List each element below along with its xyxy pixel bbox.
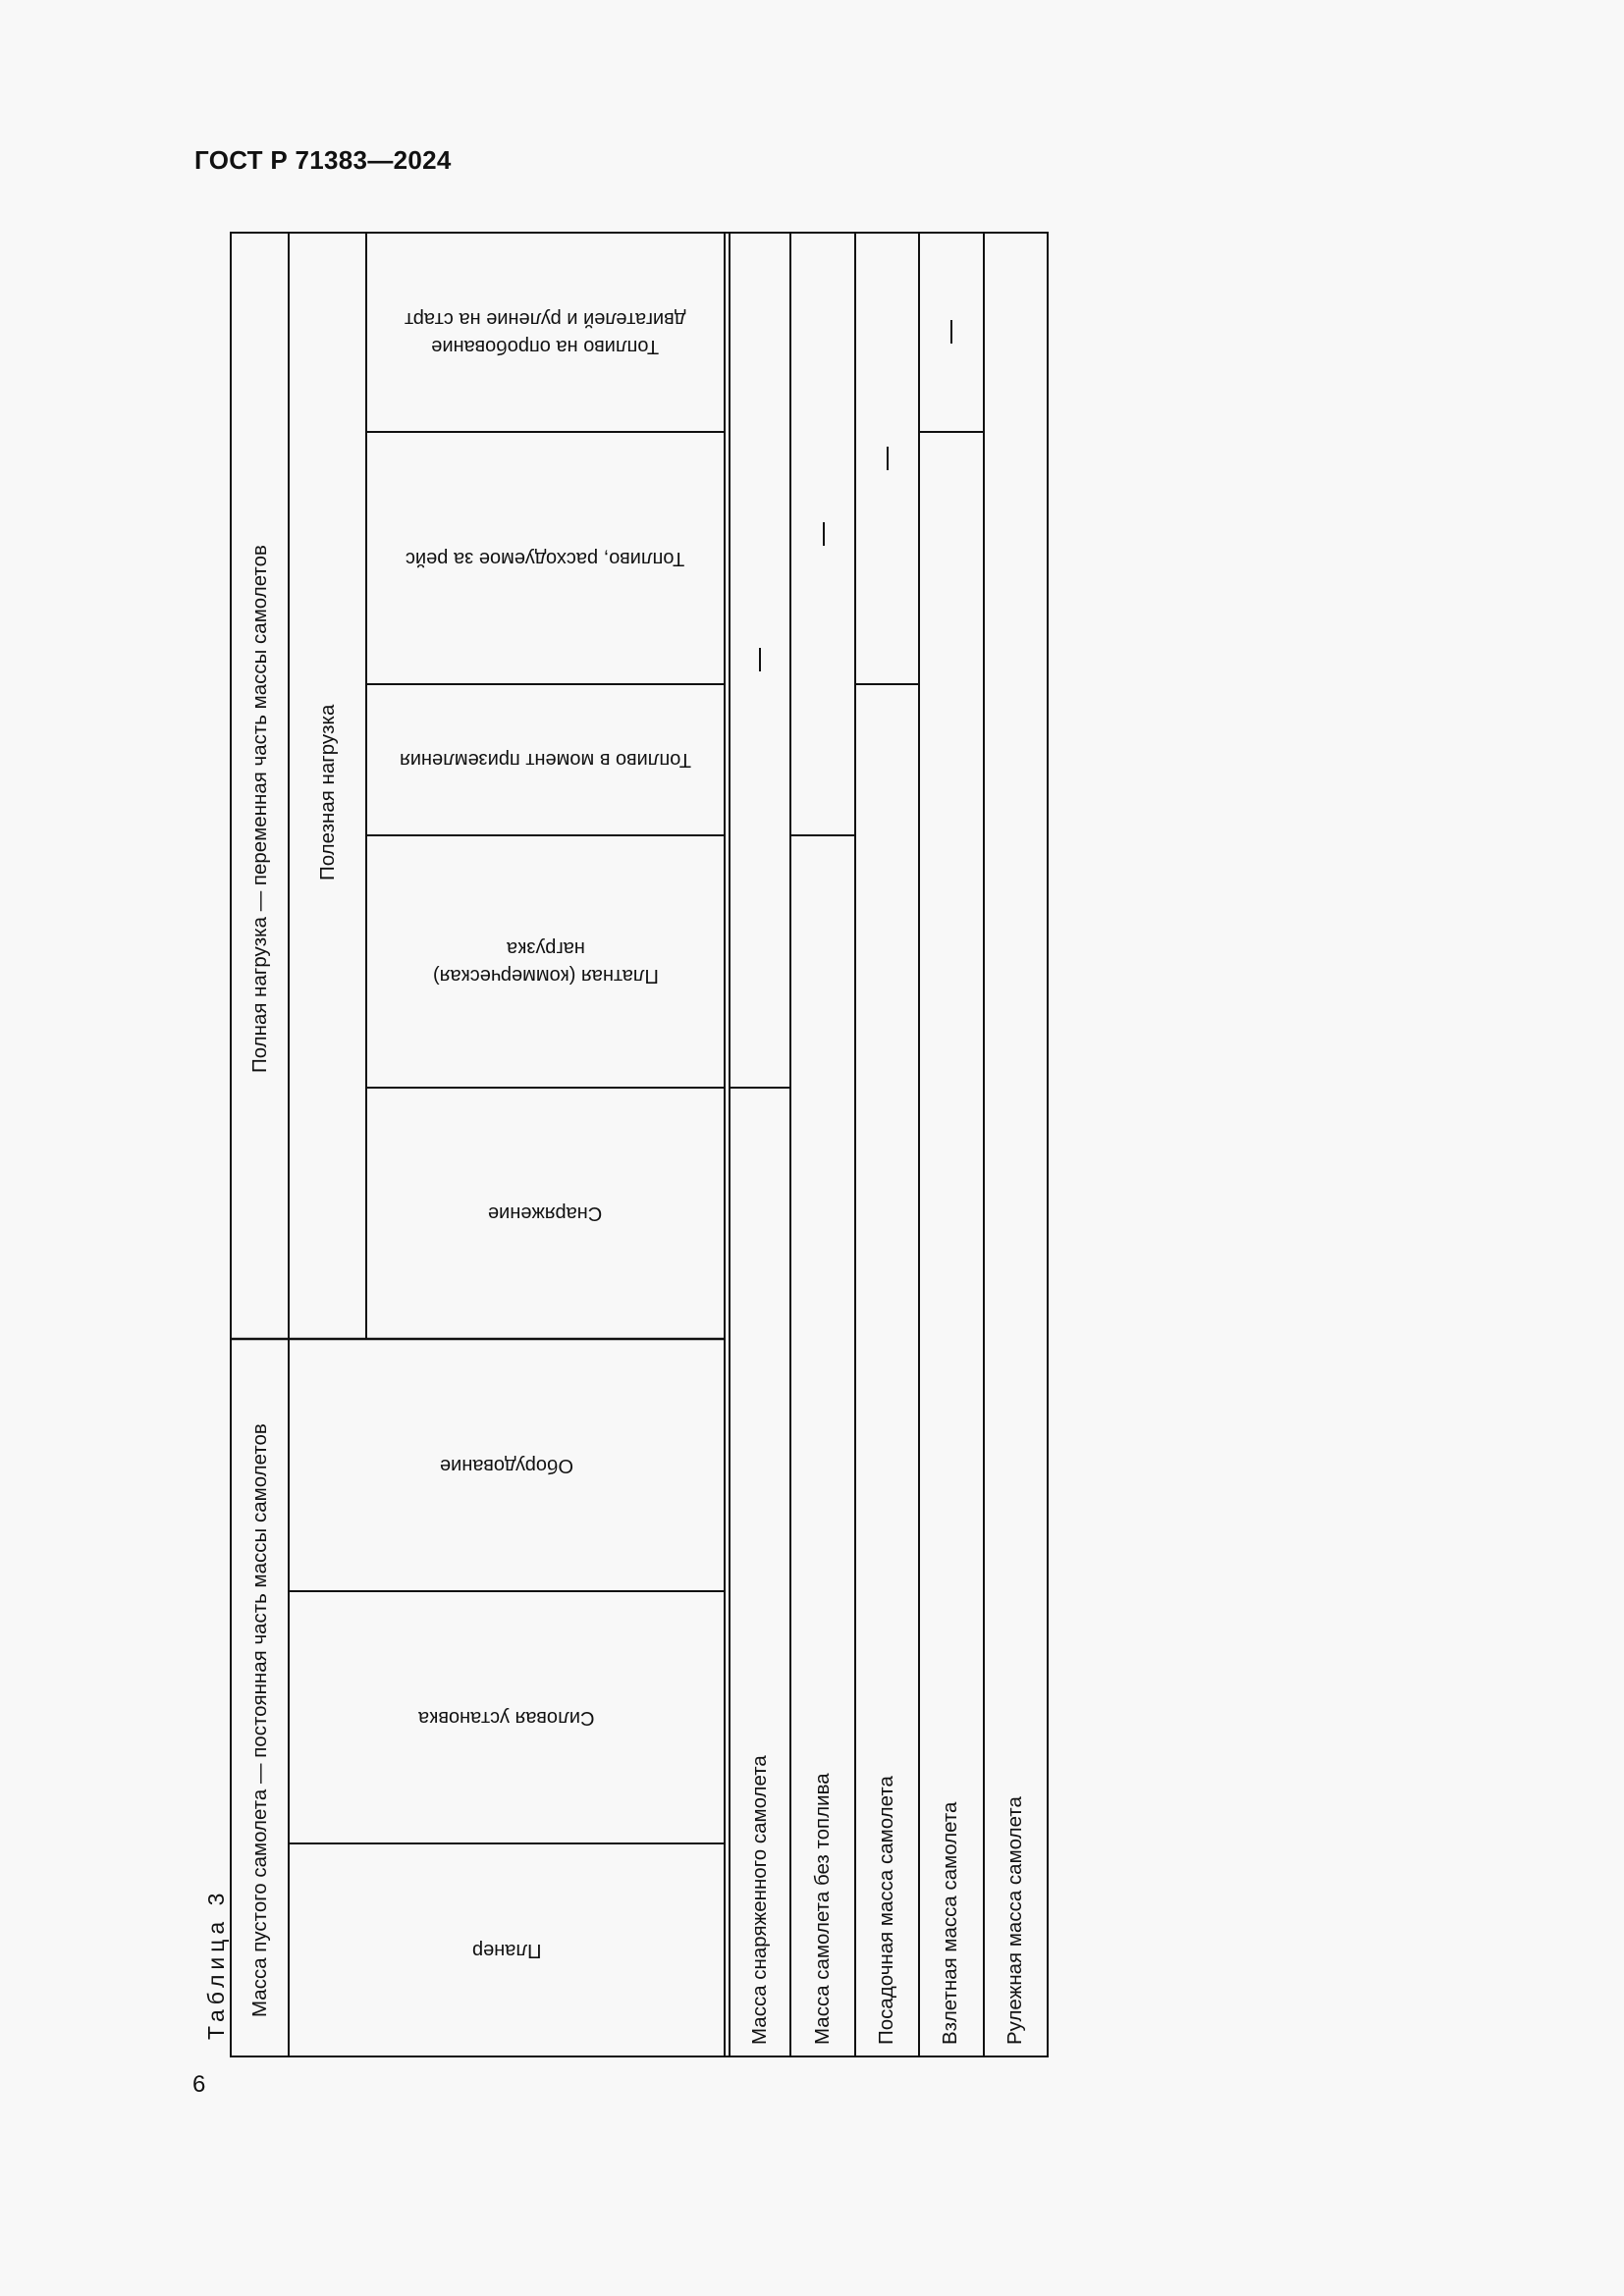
component-fuel-landing-label: Топливо в момент приземления <box>399 749 691 771</box>
component-payload-line1: Платная (коммерческая) <box>432 964 659 987</box>
component-powerplant <box>289 1591 725 1843</box>
component-airframe <box>289 1843 725 2056</box>
component-powerplant-label: Силовая установка <box>418 1706 595 1729</box>
component-fuel-trip <box>366 432 725 684</box>
component-fuel-taxi <box>366 233 725 432</box>
component-payload <box>366 835 725 1088</box>
component-fuel-taxi-label <box>405 305 685 360</box>
component-payload-label <box>433 934 659 989</box>
mass-row-outfitted-dash <box>759 648 761 671</box>
mass-row-takeoff-label: Взлетная масса самолета <box>939 1801 961 2045</box>
component-fuel-taxi-line2: двигателей и руление на старт <box>405 307 686 330</box>
mass-row-takeoff-dash <box>950 320 952 344</box>
component-outfit-label: Снаряжение <box>488 1202 603 1224</box>
mass-row-outfitted-label: Масса снаряженного самолета <box>748 1755 771 2045</box>
table-caption: Таблица 3 <box>203 1888 229 2040</box>
full-load-group-label: Полная нагрузка — переменная часть массы самолетов <box>248 545 271 1073</box>
component-payload-line2: нагрузка <box>506 936 585 959</box>
page-number: 6 <box>192 2071 206 2098</box>
mass-row-zero-fuel-label: Масса самолета без топлива <box>811 1773 834 2045</box>
component-fuel-trip-label: Топливо, расходуемое за рейс <box>406 547 685 569</box>
component-outfit <box>366 1088 725 1339</box>
component-airframe-label: Планер <box>471 1939 542 1961</box>
component-fuel-taxi-line1: Топливо на опробование <box>431 335 660 357</box>
mass-row-landing-dash <box>887 447 889 470</box>
mass-row-landing-label: Посадочная масса самолета <box>875 1776 897 2045</box>
mass-row-taxi-label: Рулежная масса самолета <box>1003 1796 1026 2045</box>
component-equipment <box>289 1339 725 1591</box>
empty-mass-group-label: Масса пустого самолета — постоянная часть массы самолетов <box>248 1423 271 2017</box>
component-equipment-label: Оборудование <box>439 1454 574 1476</box>
document-code: ГОСТ Р 71383—2024 <box>194 145 452 175</box>
component-fuel-landing <box>366 684 725 835</box>
mass-row-zero-fuel-dash <box>823 522 825 546</box>
useful-load-group-label: Полезная нагрузка <box>316 704 339 881</box>
